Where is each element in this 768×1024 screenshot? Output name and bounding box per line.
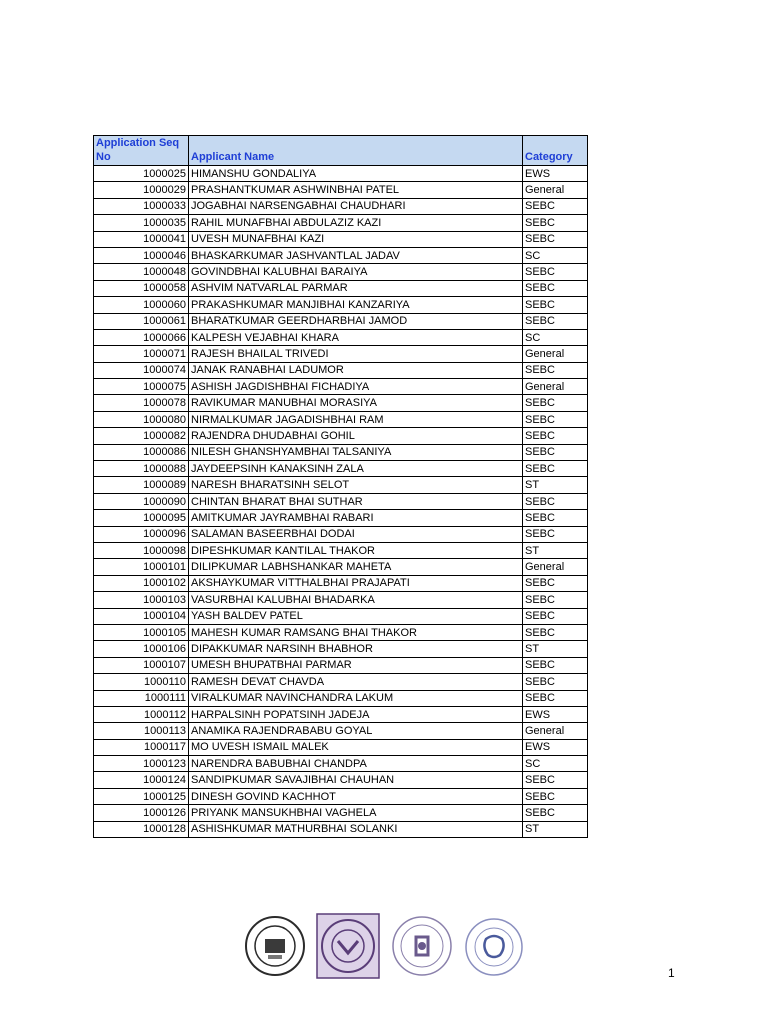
category-cell: SEBC bbox=[523, 231, 588, 247]
category-cell: General bbox=[523, 182, 588, 198]
applicant-name-cell: HARPALSINH POPATSINH JADEJA bbox=[189, 706, 523, 722]
table-row bbox=[94, 690, 588, 706]
column-header-applicant-name: Applicant Name bbox=[189, 136, 523, 166]
category-cell: General bbox=[523, 346, 588, 362]
category-cell: EWS bbox=[523, 739, 588, 755]
seq-no-cell: 1000103 bbox=[94, 592, 189, 608]
seq-no-cell: 1000113 bbox=[94, 723, 189, 739]
table-row bbox=[94, 182, 588, 198]
table-header bbox=[94, 136, 588, 166]
registrar-seal-icon bbox=[390, 915, 454, 977]
seq-no-cell: 1000124 bbox=[94, 772, 189, 788]
applicant-name-cell: NARESH BHARATSINH SELOT bbox=[189, 477, 523, 493]
applicant-name-cell: KALPESH VEJABHAI KHARA bbox=[189, 329, 523, 345]
seq-no-cell: 1000071 bbox=[94, 346, 189, 362]
table-row bbox=[94, 559, 588, 575]
applicant-name-cell: DILIPKUMAR LABHSHANKAR MAHETA bbox=[189, 559, 523, 575]
table-row bbox=[94, 198, 588, 214]
table-row bbox=[94, 444, 588, 460]
seq-no-cell: 1000075 bbox=[94, 379, 189, 395]
applicant-name-cell: HIMANSHU GONDALIYA bbox=[189, 166, 523, 182]
university-seal-icon bbox=[316, 913, 380, 979]
applicant-name-cell: BHARATKUMAR GEERDHARBHAI JAMOD bbox=[189, 313, 523, 329]
seq-no-cell: 1000061 bbox=[94, 313, 189, 329]
applicant-name-cell: NIRMALKUMAR JAGADISHBHAI RAM bbox=[189, 411, 523, 427]
seq-no-cell: 1000060 bbox=[94, 297, 189, 313]
table-row bbox=[94, 166, 588, 182]
table-body bbox=[94, 166, 588, 838]
category-cell: SEBC bbox=[523, 411, 588, 427]
category-cell: SEBC bbox=[523, 461, 588, 477]
table-row bbox=[94, 805, 588, 821]
category-cell: SEBC bbox=[523, 608, 588, 624]
applicant-name-cell: JOGABHAI NARSENGABHAI CHAUDHARI bbox=[189, 198, 523, 214]
category-cell: SEBC bbox=[523, 772, 588, 788]
category-cell: SEBC bbox=[523, 493, 588, 509]
table-row bbox=[94, 674, 588, 690]
applicant-name-cell: SANDIPKUMAR SAVAJIBHAI CHAUHAN bbox=[189, 772, 523, 788]
category-cell: SEBC bbox=[523, 575, 588, 591]
table-row bbox=[94, 346, 588, 362]
category-cell: SEBC bbox=[523, 510, 588, 526]
applicant-name-cell: PRAKASHKUMAR MANJIBHAI KANZARIYA bbox=[189, 297, 523, 313]
table-row bbox=[94, 411, 588, 427]
seq-no-cell: 1000126 bbox=[94, 805, 189, 821]
table-row bbox=[94, 362, 588, 378]
seq-no-cell: 1000088 bbox=[94, 461, 189, 477]
seq-no-cell: 1000066 bbox=[94, 329, 189, 345]
seq-no-cell: 1000104 bbox=[94, 608, 189, 624]
category-cell: SC bbox=[523, 329, 588, 345]
applicant-name-cell: NILESH GHANSHYAMBHAI TALSANIYA bbox=[189, 444, 523, 460]
seq-no-cell: 1000105 bbox=[94, 624, 189, 640]
seq-no-cell: 1000098 bbox=[94, 542, 189, 558]
table-row bbox=[94, 706, 588, 722]
seq-no-cell: 1000080 bbox=[94, 411, 189, 427]
seq-no-cell: 1000112 bbox=[94, 706, 189, 722]
table-row bbox=[94, 657, 588, 673]
seq-no-cell: 1000095 bbox=[94, 510, 189, 526]
table-row bbox=[94, 461, 588, 477]
table-row bbox=[94, 264, 588, 280]
applicant-name-cell: RAVIKUMAR MANUBHAI MORASIYA bbox=[189, 395, 523, 411]
seq-no-cell: 1000041 bbox=[94, 231, 189, 247]
category-cell: SEBC bbox=[523, 264, 588, 280]
category-cell: SEBC bbox=[523, 215, 588, 231]
page-number: 1 bbox=[668, 966, 675, 980]
table-row bbox=[94, 723, 588, 739]
category-cell: SEBC bbox=[523, 362, 588, 378]
category-cell: SEBC bbox=[523, 657, 588, 673]
column-header-category: Category bbox=[523, 136, 588, 166]
table-row bbox=[94, 477, 588, 493]
table-row bbox=[94, 641, 588, 657]
category-cell: SEBC bbox=[523, 297, 588, 313]
seq-no-cell: 1000058 bbox=[94, 280, 189, 296]
category-cell: ST bbox=[523, 821, 588, 837]
category-cell: SEBC bbox=[523, 280, 588, 296]
category-cell: ST bbox=[523, 477, 588, 493]
applicant-name-cell: JAYDEEPSINH KANAKSINH ZALA bbox=[189, 461, 523, 477]
table-row bbox=[94, 493, 588, 509]
seq-no-cell: 1000082 bbox=[94, 428, 189, 444]
applicant-name-cell: ASHVIM NATVARLAL PARMAR bbox=[189, 280, 523, 296]
applicant-name-cell: AKSHAYKUMAR VITTHALBHAI PRAJAPATI bbox=[189, 575, 523, 591]
column-header-seq-no: Application Seq No bbox=[94, 136, 189, 166]
table-row bbox=[94, 510, 588, 526]
seq-no-cell: 1000035 bbox=[94, 215, 189, 231]
table-row bbox=[94, 624, 588, 640]
seq-no-cell: 1000090 bbox=[94, 493, 189, 509]
category-cell: SC bbox=[523, 756, 588, 772]
seq-no-cell: 1000048 bbox=[94, 264, 189, 280]
category-cell: SEBC bbox=[523, 428, 588, 444]
category-cell: SEBC bbox=[523, 198, 588, 214]
table-row bbox=[94, 329, 588, 345]
category-cell: SEBC bbox=[523, 674, 588, 690]
table-row bbox=[94, 280, 588, 296]
applicant-name-cell: DIPESHKUMAR KANTILAL THAKOR bbox=[189, 542, 523, 558]
seq-no-cell: 1000029 bbox=[94, 182, 189, 198]
applicant-name-cell: MAHESH KUMAR RAMSANG BHAI THAKOR bbox=[189, 624, 523, 640]
applicant-name-cell: ASHISHKUMAR MATHURBHAI SOLANKI bbox=[189, 821, 523, 837]
seq-no-cell: 1000046 bbox=[94, 247, 189, 263]
seq-no-cell: 1000125 bbox=[94, 788, 189, 804]
seq-no-cell: 1000078 bbox=[94, 395, 189, 411]
category-cell: ST bbox=[523, 542, 588, 558]
applicant-name-cell: NARENDRA BABUBHAI CHANDPA bbox=[189, 756, 523, 772]
table-row bbox=[94, 542, 588, 558]
seq-no-cell: 1000074 bbox=[94, 362, 189, 378]
seq-no-cell: 1000101 bbox=[94, 559, 189, 575]
category-cell: SEBC bbox=[523, 444, 588, 460]
category-cell: SEBC bbox=[523, 805, 588, 821]
seq-no-cell: 1000096 bbox=[94, 526, 189, 542]
applicant-name-cell: YASH BALDEV PATEL bbox=[189, 608, 523, 624]
applicant-name-cell: RAHIL MUNAFBHAI ABDULAZIZ KAZI bbox=[189, 215, 523, 231]
table-row bbox=[94, 756, 588, 772]
category-cell: SEBC bbox=[523, 313, 588, 329]
table-row bbox=[94, 608, 588, 624]
university-seal-icon bbox=[464, 917, 524, 977]
table-row bbox=[94, 379, 588, 395]
seq-no-cell: 1000117 bbox=[94, 739, 189, 755]
applicant-name-cell: DIPAKKUMAR NARSINH BHABHOR bbox=[189, 641, 523, 657]
category-cell: SEBC bbox=[523, 526, 588, 542]
category-cell: SEBC bbox=[523, 624, 588, 640]
category-cell: SEBC bbox=[523, 690, 588, 706]
applicant-name-cell: ASHISH JAGDISHBHAI FICHADIYA bbox=[189, 379, 523, 395]
applicant-name-cell: UMESH BHUPATBHAI PARMAR bbox=[189, 657, 523, 673]
category-cell: EWS bbox=[523, 166, 588, 182]
applicant-name-cell: GOVINDBHAI KALUBHAI BARAIYA bbox=[189, 264, 523, 280]
table-row bbox=[94, 821, 588, 837]
seq-no-cell: 1000128 bbox=[94, 821, 189, 837]
category-cell: SEBC bbox=[523, 395, 588, 411]
seq-no-cell: 1000102 bbox=[94, 575, 189, 591]
table-row bbox=[94, 297, 588, 313]
seq-no-cell: 1000106 bbox=[94, 641, 189, 657]
table-row bbox=[94, 215, 588, 231]
applicant-name-cell: DINESH GOVIND KACHHOT bbox=[189, 788, 523, 804]
seq-no-cell: 1000033 bbox=[94, 198, 189, 214]
category-cell: General bbox=[523, 559, 588, 575]
table-row bbox=[94, 739, 588, 755]
seq-no-cell: 1000089 bbox=[94, 477, 189, 493]
applicant-name-cell: RAMESH DEVAT CHAVDA bbox=[189, 674, 523, 690]
applicant-name-cell: CHINTAN BHARAT BHAI SUTHAR bbox=[189, 493, 523, 509]
seq-no-cell: 1000086 bbox=[94, 444, 189, 460]
category-cell: ST bbox=[523, 641, 588, 657]
table-row bbox=[94, 575, 588, 591]
applicant-name-cell: UVESH MUNAFBHAI KAZI bbox=[189, 231, 523, 247]
applicant-name-cell: RAJESH BHAILAL TRIVEDI bbox=[189, 346, 523, 362]
applicant-name-cell: VIRALKUMAR NAVINCHANDRA LAKUM bbox=[189, 690, 523, 706]
seq-no-cell: 1000107 bbox=[94, 657, 189, 673]
university-seal-icon bbox=[244, 915, 306, 977]
applicant-table bbox=[93, 135, 588, 838]
table-row bbox=[94, 395, 588, 411]
applicant-name-cell: AMITKUMAR JAYRAMBHAI RABARI bbox=[189, 510, 523, 526]
table-row bbox=[94, 231, 588, 247]
applicant-name-cell: ANAMIKA RAJENDRABABU GOYAL bbox=[189, 723, 523, 739]
category-cell: SEBC bbox=[523, 592, 588, 608]
category-cell: General bbox=[523, 723, 588, 739]
table-row bbox=[94, 592, 588, 608]
category-cell: SEBC bbox=[523, 788, 588, 804]
seq-no-cell: 1000123 bbox=[94, 756, 189, 772]
seq-no-cell: 1000025 bbox=[94, 166, 189, 182]
applicant-name-cell: SALAMAN BASEERBHAI DODAI bbox=[189, 526, 523, 542]
category-cell: SC bbox=[523, 247, 588, 263]
table-row bbox=[94, 526, 588, 542]
applicant-name-cell: PRASHANTKUMAR ASHWINBHAI PATEL bbox=[189, 182, 523, 198]
table-row bbox=[94, 313, 588, 329]
seq-no-cell: 1000111 bbox=[94, 690, 189, 706]
applicant-name-cell: VASURBHAI KALUBHAI BHADARKA bbox=[189, 592, 523, 608]
applicant-name-cell: PRIYANK MANSUKHBHAI VAGHELA bbox=[189, 805, 523, 821]
applicant-name-cell: JANAK RANABHAI LADUMOR bbox=[189, 362, 523, 378]
applicant-name-cell: BHASKARKUMAR JASHVANTLAL JADAV bbox=[189, 247, 523, 263]
applicant-name-cell: RAJENDRA DHUDABHAI GOHIL bbox=[189, 428, 523, 444]
category-cell: EWS bbox=[523, 706, 588, 722]
table-row bbox=[94, 788, 588, 804]
table-row bbox=[94, 247, 588, 263]
seq-no-cell: 1000110 bbox=[94, 674, 189, 690]
table-row bbox=[94, 772, 588, 788]
table-row bbox=[94, 428, 588, 444]
applicant-name-cell: MO UVESH ISMAIL MALEK bbox=[189, 739, 523, 755]
category-cell: General bbox=[523, 379, 588, 395]
